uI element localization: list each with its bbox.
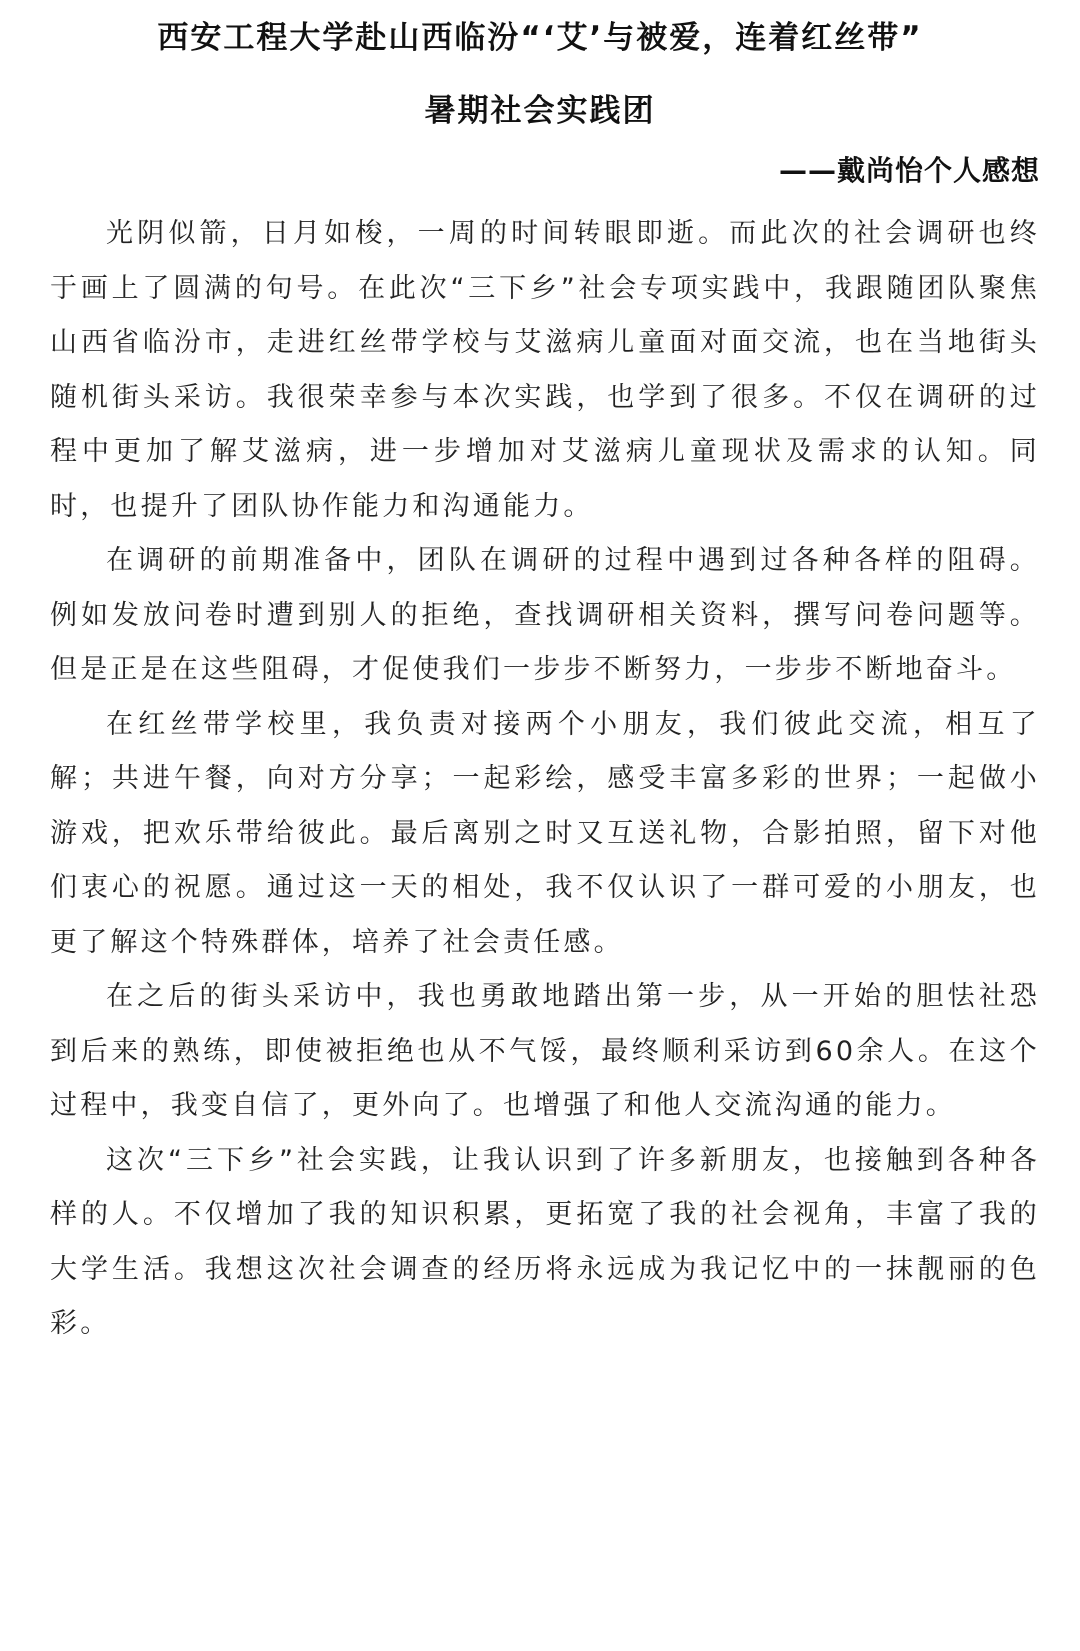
document-title-line2: 暑期社会实践团 <box>424 93 656 129</box>
essay-body <box>50 207 1040 1352</box>
paragraph-5: 这次“三下乡”社会实践，让我认识到了许多新朋友，也接触到各种各样的人。不仅增加了我的知识积累，更拓宽了我的社会视角，丰富了我的大学生活。我想这次社会调查的经历将永远成为我记忆中的一抹靓丽的色彩。 <box>50 1144 1040 1339</box>
paragraph-3: 在红丝带学校里，我负责对接两个小朋友，我们彼此交流，相互了解；共进午餐，向对方分享；一起彩绘，感受丰富多彩的世界；一起做小游戏，把欢乐带给彼此。最后离别之时又互送礼物，合影拍照，留下对他们衷心的祝愿。通过这一天的相处，我不仅认识了一群可爱的小朋友，也更了解这个特殊群体，培养了社会责任感。 <box>50 708 1040 958</box>
author-byline: ——戴尚怡个人感想 <box>778 154 1040 187</box>
paragraph-1: 光阴似箭，日月如梭，一周的时间转眼即逝。而此次的社会调研也终于画上了圆满的句号。在此次“三下乡”社会专项实践中，我跟随团队聚焦山西省临汾市，走进红丝带学校与艾滋病儿童面对面交流，也在当地街头随机街头采访。我很荣幸参与本次实践，也学到了很多。不仅在调研的过程中更加了解艾滋病，进一步增加对艾滋病儿童现状及需求的认知。同时，也提升了团队协作能力和沟通能力。 <box>50 218 1040 522</box>
document-title-line1: 西安工程大学赴山西临汾“‘艾’与被爱，连着红丝带” <box>157 20 923 56</box>
paragraph-4: 在之后的街头采访中，我也勇敢地踏出第一步，从一开始的胆怯社恐到后来的熟练，即使被拒绝也从不气馁，最终顺利采访到60余人。在这个过程中，我变自信了，更外向了。也增强了和他人交流沟通的能力。 <box>50 981 1040 1121</box>
paragraph-2: 在调研的前期准备中，团队在调研的过程中遇到过各种各样的阻碍。例如发放问卷时遭到别人的拒绝，查找调研相关资料，撰写问卷问题等。但是正是在这些阻碍，才促使我们一步步不断努力，一步步不断地奋斗。 <box>50 545 1040 685</box>
